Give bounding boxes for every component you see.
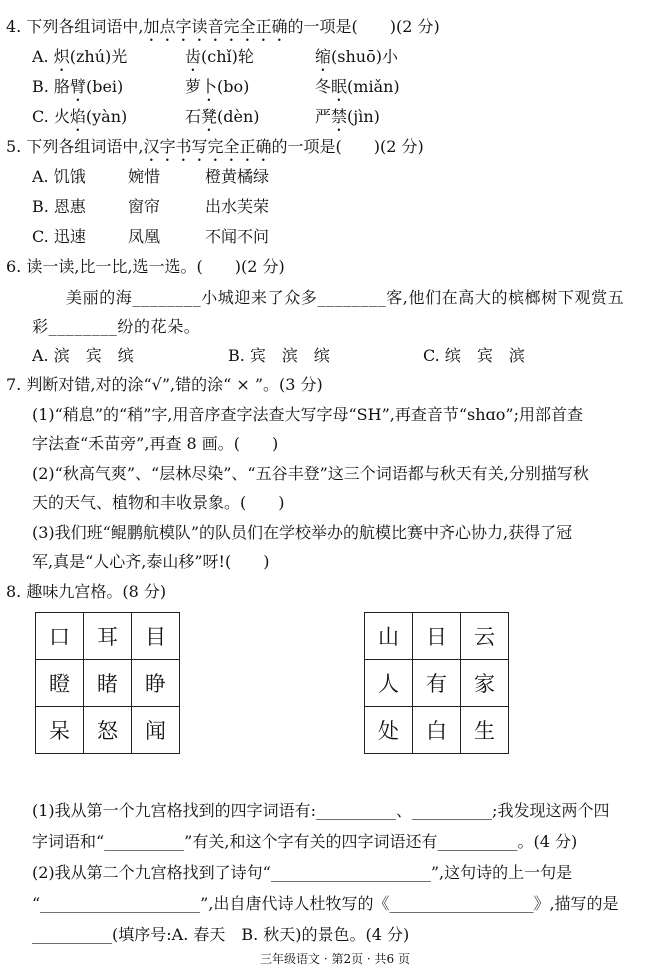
q6-option-a: A. 滨 宾 缤 (32, 346, 134, 365)
q4-option-b-word3: 冬眠(miǎn) (315, 77, 400, 96)
q5-option-b-word3: 出水芙荣 (205, 197, 270, 216)
grid2-cell: 云 (461, 613, 509, 660)
q6-title: 6. 读一读,比一比,选一选。( )(2 分) (6, 257, 285, 276)
q4-option-a-word3: 缩(shuō)小 (315, 47, 398, 66)
q5-option-b-word2: 窗帘 (128, 197, 161, 216)
q4-option-b-word2: 萝卜(bo) (185, 77, 250, 96)
grid2-cell: 有 (413, 660, 461, 707)
grid2-cell: 生 (461, 707, 509, 754)
q7-item3-line1: (3)我们班“鲲鹏航模队”的队员们在学校举办的航模比赛中齐心协力,获得了冠 (32, 523, 573, 542)
q8-part2-line1: (2)我从第二个九宫格找到了诗句“____________________”,这句诗的上一句是 (32, 863, 573, 882)
q7-item2-line1: (2)“秋高气爽”、“层林尽染”、“五谷丰登”这三个词语都与秋天有关,分别描写秋 (32, 464, 589, 483)
q8-title: 8. 趣味九宫格。(8 分) (6, 582, 167, 601)
q4-dotted-char: 焰 (69, 107, 86, 126)
q4-dotted-char: 缩 (315, 47, 332, 66)
grid2-cell: 白 (413, 707, 461, 754)
q4-dotted-char: 炽 (53, 47, 70, 66)
q6-option-b: B. 宾 滨 缤 (228, 346, 330, 365)
q8-part1-line2: 字词语和“__________”有关,和这个字有关的四字词语还有__________。(4 分) (32, 832, 578, 851)
grid1-cell: 闻 (132, 707, 180, 754)
q4-option-b-word1: B. 胳臂(bei) (32, 77, 124, 96)
q4-emphasis: 加点字读音完全正确 (143, 17, 288, 36)
q7-title: 7. 判断对错,对的涂“√”,错的涂“ × ”。(3 分) (6, 375, 323, 394)
grid1-cell: 睹 (84, 660, 132, 707)
grid1-cell: 睁 (132, 660, 180, 707)
q5-option-c-word2: 凤凰 (128, 227, 161, 246)
q7-item2-line2: 天的天气、植物和丰收景象。( ) (32, 493, 285, 512)
q4-dotted-char: 眠 (331, 77, 348, 96)
q4-option-c-word1: C. 火焰(yàn) (32, 107, 128, 126)
q7-item3-line2: 军,真是“人心齐,泰山移”呀!( ) (32, 552, 270, 571)
grid2-cell: 人 (365, 660, 413, 707)
q4-dotted-char: 臂 (69, 77, 86, 96)
q8-part1-line1: (1)我从第一个九宫格找到的四字词语有:__________、__________;我发现这两个四 (32, 801, 610, 820)
q5-option-c-word3: 不闻不问 (205, 227, 270, 246)
grid1-cell: 口 (36, 613, 84, 660)
q5-option-a: A. 饥饿 (32, 167, 86, 186)
grid2-cell: 家 (461, 660, 509, 707)
grid1-cell: 耳 (84, 613, 132, 660)
grid1-cell: 瞪 (36, 660, 84, 707)
q4-option-a-word2: 齿(chǐ)轮 (185, 47, 254, 66)
grid1-cell: 目 (132, 613, 180, 660)
q5-emphasis: 汉字书写完全正确 (143, 137, 272, 156)
q5-option-a-word2: 婉惜 (128, 167, 161, 186)
q4-dotted-char: 齿 (185, 47, 202, 66)
grid1-cell: 呆 (36, 707, 84, 754)
q6-sentence-line1: 美丽的海________小城迎来了众多________客,他们在高大的槟榔树下观赏五 (66, 288, 625, 307)
q4-option-c-word3: 严禁(jìn) (315, 107, 380, 126)
page-footer: 三年级语文 · 第2页 · 共6 页 (260, 952, 410, 966)
q4-dotted-char: 凳 (201, 107, 218, 126)
q5-title: 5. 下列各组词语中,汉字书写完全正确的一项是( )(2 分) (6, 137, 424, 156)
q5-option-a-word3: 橙黄橘绿 (205, 167, 270, 186)
q4-dotted-char: 卜 (201, 77, 218, 96)
q8-part2-line3: __________(填序号:A. 春天 B. 秋天)的景色。(4 分) (32, 925, 410, 944)
nine-grid-1 (35, 612, 180, 754)
q6-option-c: C. 缤 宾 滨 (423, 346, 525, 365)
q7-item1-line2: 字法查“禾苗旁”,再查 8 画。( ) (32, 434, 279, 453)
nine-grid-2 (364, 612, 509, 754)
q8-part2-line2: “____________________”,出自唐代诗人杜牧写的《__________________》,描写的是 (32, 894, 619, 913)
grid2-cell: 日 (413, 613, 461, 660)
q6-sentence-line2: 彩________纷的花朵。 (32, 317, 201, 336)
q4-dotted-char: 禁 (331, 107, 348, 126)
q7-item1-line1: (1)“稍息”的“稍”字,用音序查字法查大写字母“SH”,再查音节“shɑo”;用部首查 (32, 405, 583, 424)
q5-option-c: C. 迅速 (32, 227, 86, 246)
q4-option-a-word1: A. 炽(zhú)光 (32, 47, 128, 66)
grid2-cell: 山 (365, 613, 413, 660)
q4-option-c-word2: 石凳(dèn) (185, 107, 260, 126)
grid1-cell: 怒 (84, 707, 132, 754)
grid2-cell: 处 (365, 707, 413, 754)
q5-option-b: B. 恩惠 (32, 197, 86, 216)
q4-title: 4. 下列各组词语中,加点字读音完全正确的一项是( )(2 分) (6, 17, 440, 36)
